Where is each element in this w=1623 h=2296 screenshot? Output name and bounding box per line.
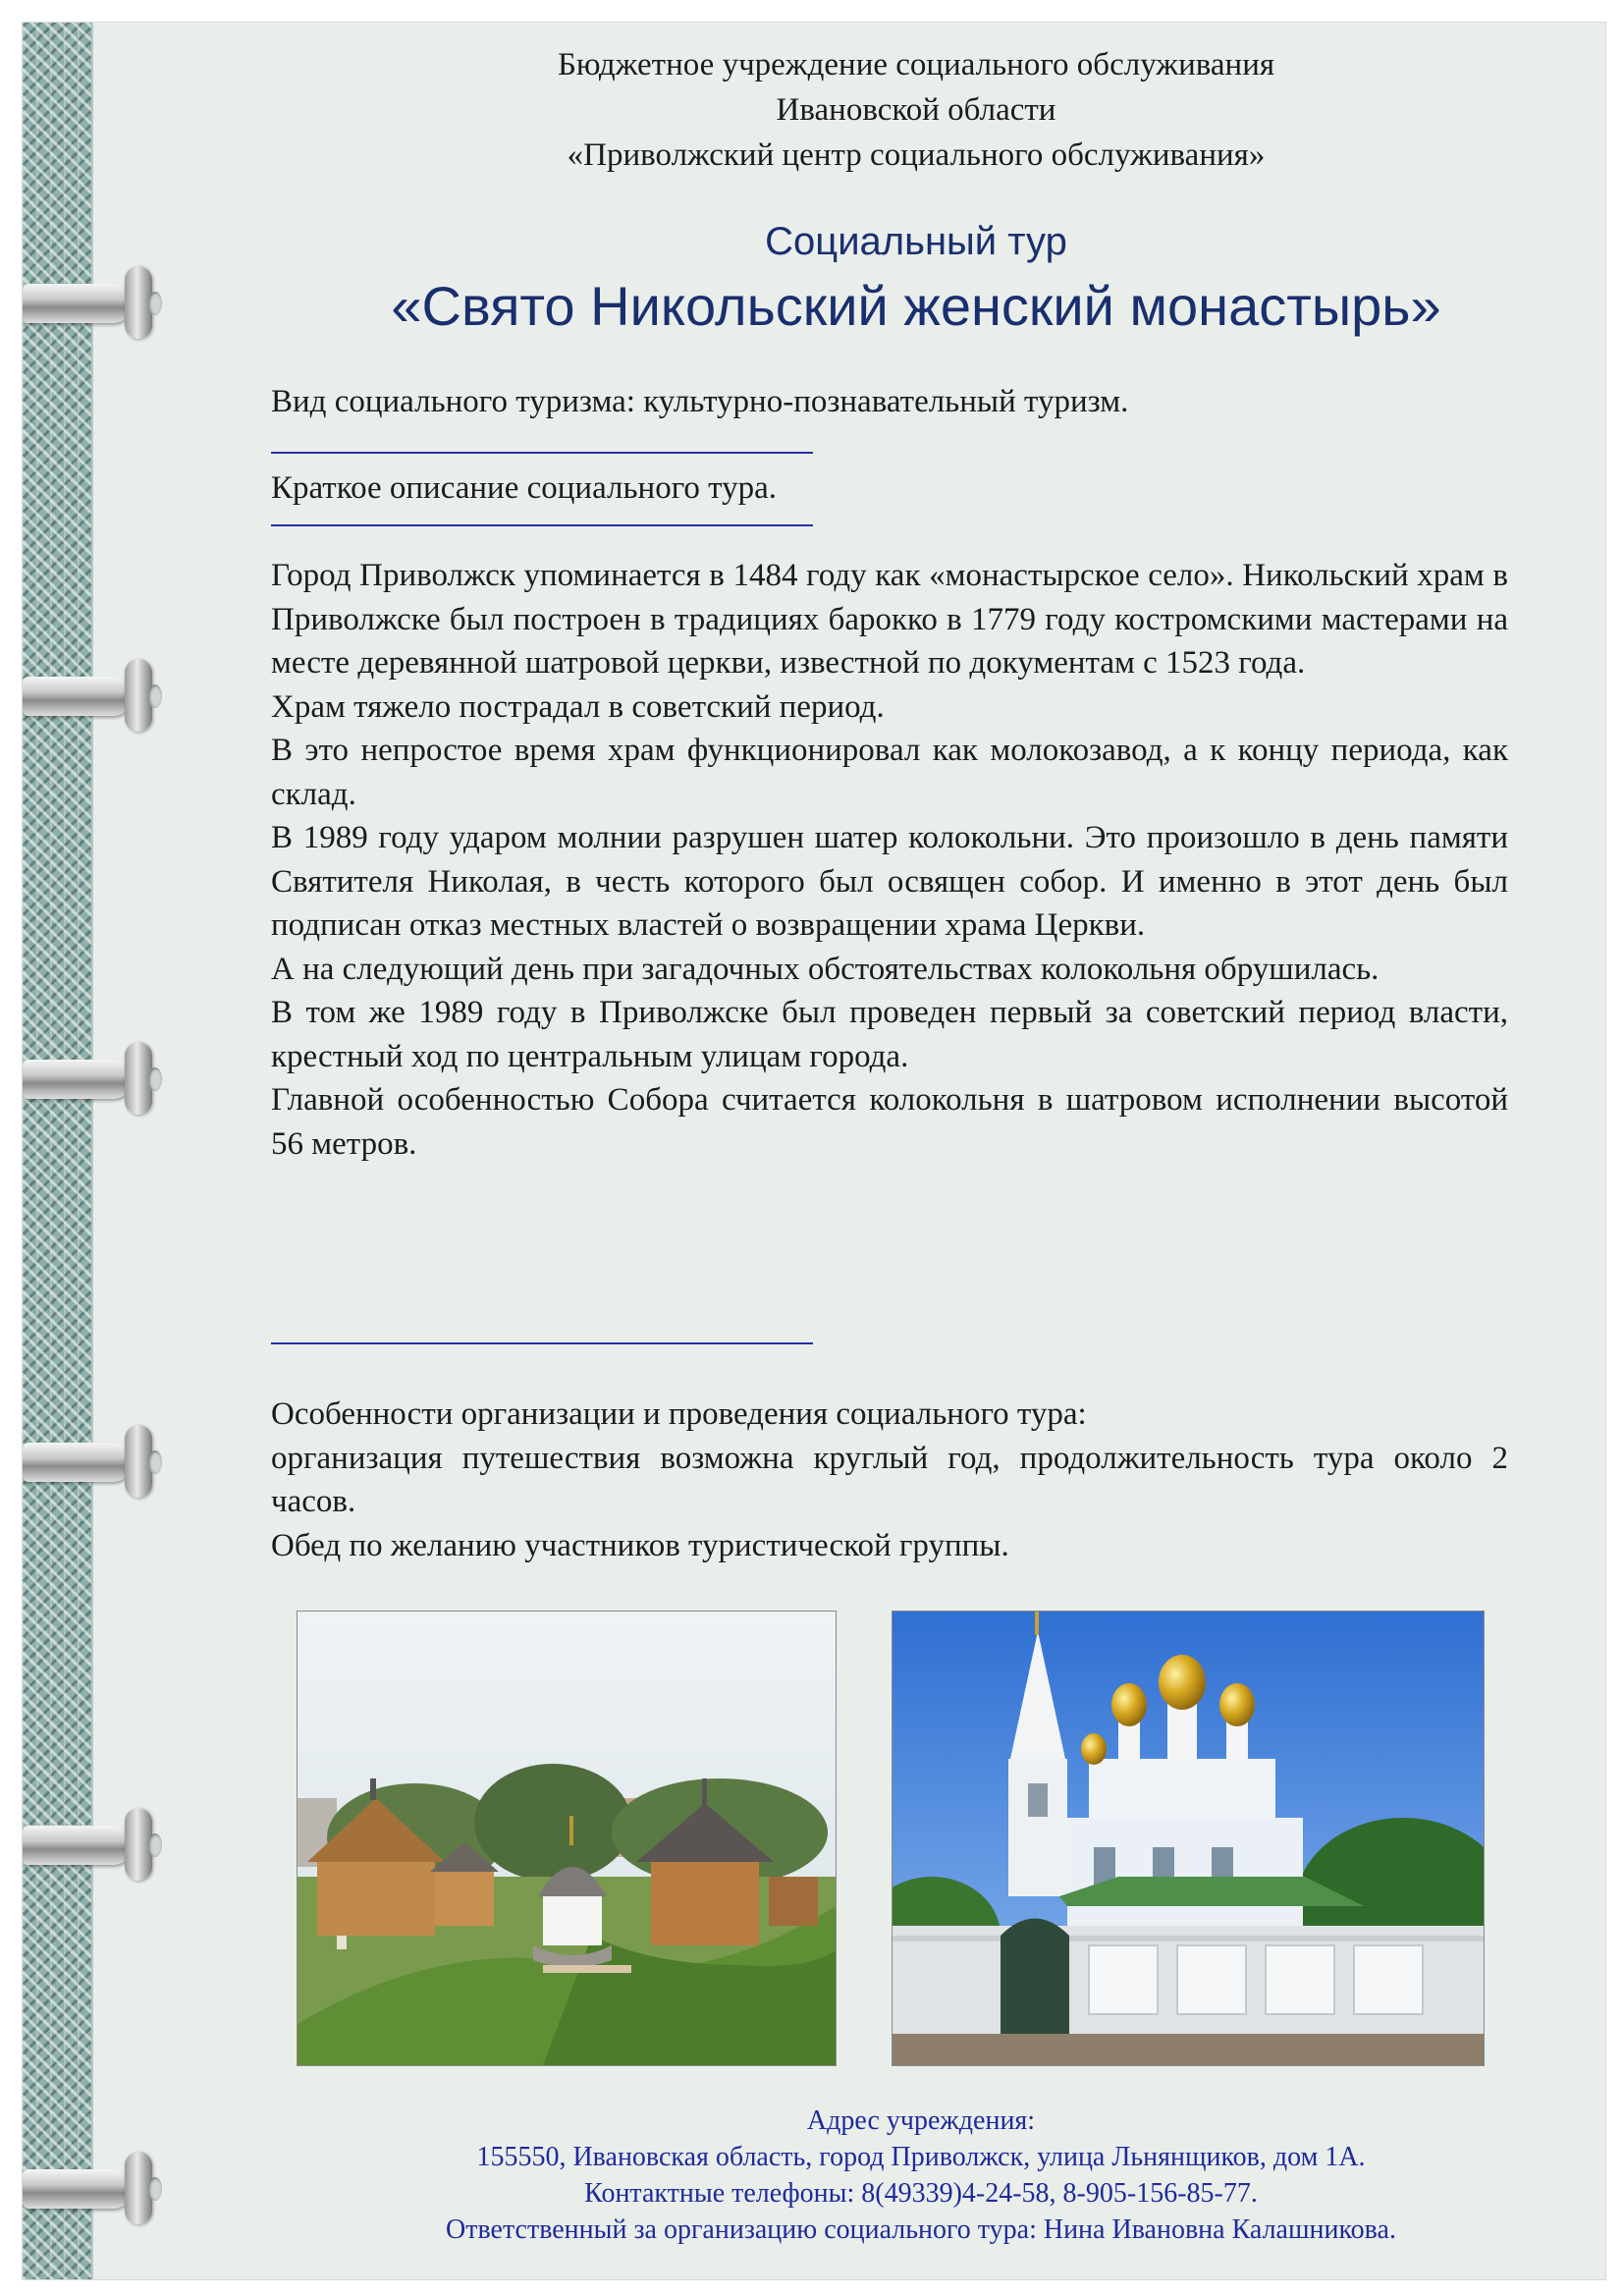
description-heading: Краткое описание социального тура. (271, 470, 778, 506)
brochure-page (22, 22, 1606, 2280)
binder-ring-icon (23, 1425, 170, 1498)
organization-line-3: «Приволжский центр социального обслуживания» (567, 137, 1266, 173)
section-divider (271, 1342, 813, 1344)
tourism-type: Вид социального туризма: культурно-познавательный туризм. (271, 384, 1129, 419)
section-divider (271, 452, 813, 454)
description-paragraph: В это непростое время храм функционировал как молокозавод, а к концу периода, как склад. (271, 733, 1508, 812)
description-paragraph: Главной особенностью Собора считается колокольня в шатровом исполнении высотой 56 метров. (271, 1082, 1508, 1162)
section-divider (271, 524, 813, 526)
tour-title: «Свято Никольский женский монастырь» (391, 275, 1441, 337)
contact-footer (258, 2103, 1584, 2248)
photo-wooden-chapels (297, 1611, 837, 2066)
binder-ring-icon (23, 1042, 170, 1115)
photo-nikolsky-cathedral (892, 1611, 1485, 2066)
responsible-person: Ответственный за организацию социального тура: Нина Ивановна Калашникова. (446, 2214, 1396, 2245)
features-heading: Особенности организации и проведения социального тура: (271, 1396, 1087, 1432)
organization-header (347, 42, 1486, 178)
organization-line-1: Бюджетное учреждение социального обслуживания (557, 47, 1275, 82)
tour-title-block (248, 214, 1584, 342)
binder-ring-icon (23, 266, 170, 339)
description-paragraph: Храм тяжело пострадал в советский период. (271, 688, 885, 725)
description-paragraph: В том же 1989 году в Приволжске был проведен первый за советский период власти, крестный ход по центральным улицам города. (271, 995, 1508, 1074)
tour-features (271, 1393, 1508, 1567)
description-paragraph: А на следующий день при загадочных обстоятельствах колокольня обрушилась. (271, 951, 1380, 987)
tour-label: Социальный тур (765, 220, 1067, 263)
address-label: Адрес учреждения: (806, 2105, 1036, 2136)
features-line: Обед по желанию участников туристической группы. (271, 1527, 1009, 1563)
binder-ring-icon (23, 659, 170, 732)
description-paragraph: В 1989 году ударом молнии разрушен шатер колокольни. Это произошло в день памяти Святителя Николая, в честь которого был освящен собор. И именно в этот день был подписан отказ местных властей о возвращении храма Церкви. (271, 820, 1508, 943)
binder-ring-icon (23, 2152, 170, 2224)
binder-ring-icon (23, 1808, 170, 1881)
spiral-binding-decoration (23, 23, 93, 2279)
organization-line-2: Ивановской области (776, 92, 1056, 128)
address-text: 155550, Ивановская область, город Приволжск, улица Льнянщиков, дом 1А. (476, 2142, 1366, 2172)
tour-description (271, 554, 1508, 1166)
features-line: организация путешествия возможна круглый год, продолжительность тура около 2 часов. (271, 1440, 1508, 1519)
contact-phones: Контактные телефоны: 8(49339)4-24-58, 8-905-156-85-77. (584, 2178, 1258, 2209)
description-paragraph: Город Приволжск упоминается в 1484 году как «монастырское село». Никольский храм в Приволжске был построен в традициях барокко в 1779 году костромскими мастерами на месте деревянной шатровой церкви, известной по документам с 1523 года. (271, 558, 1508, 681)
